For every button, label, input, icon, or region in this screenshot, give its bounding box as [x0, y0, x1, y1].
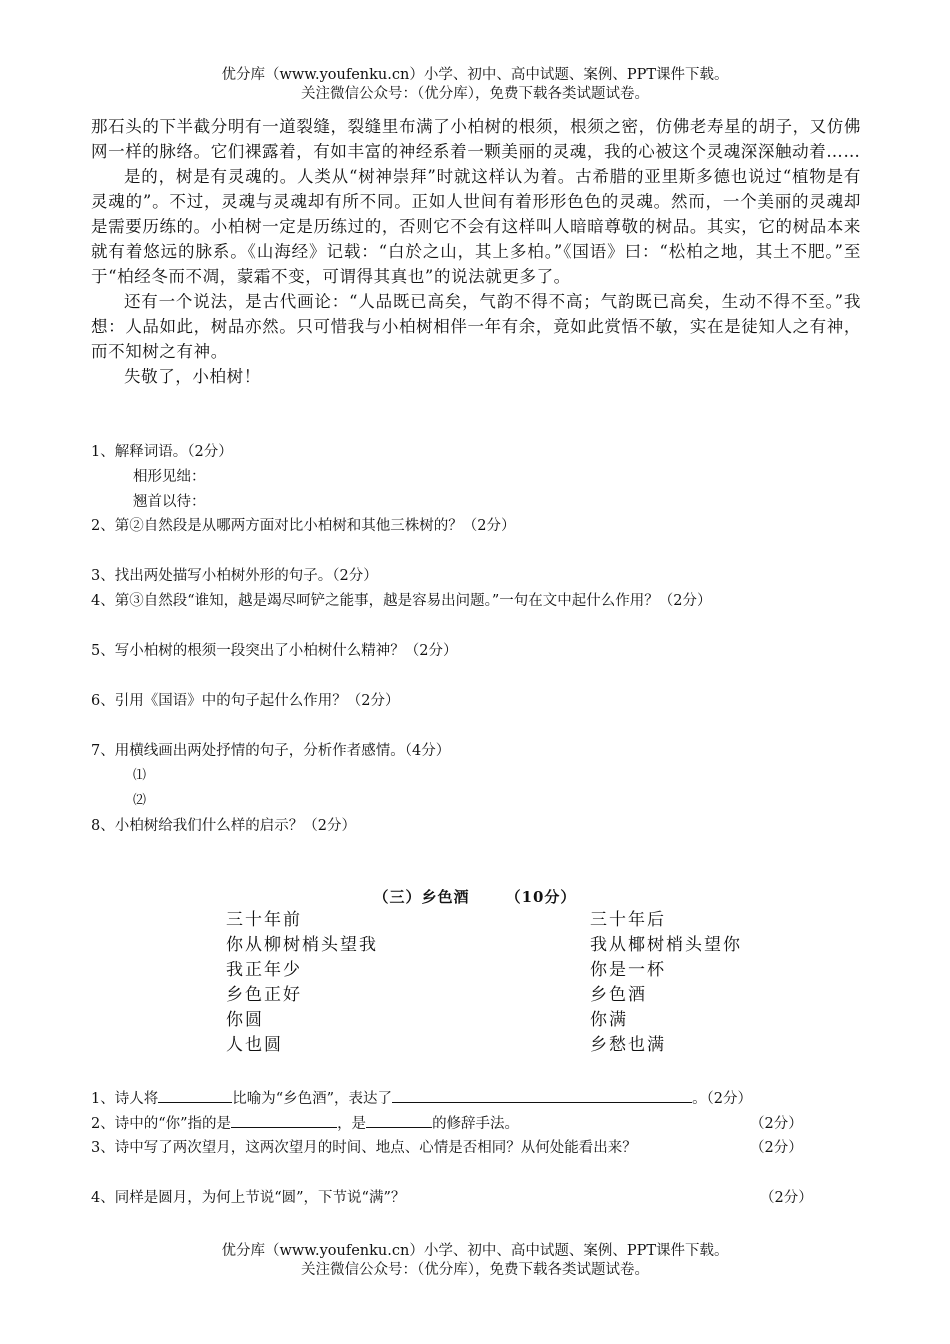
question-1: 1、解释词语。（2分） [91, 444, 233, 460]
poem-q2-part-b: ，是 [337, 1116, 367, 1132]
poem-line: 你圆 [226, 1010, 264, 1030]
page-header-top [0, 66, 950, 104]
question-5: 5、写小柏树的根须一段突出了小柏树什么精神？（2分） [91, 643, 458, 659]
answer-blank[interactable] [366, 1113, 432, 1128]
poem-line: 我从椰树梢头望你 [590, 935, 742, 955]
answer-blank[interactable] [231, 1113, 337, 1128]
reading-passage [91, 114, 861, 389]
poem-q1-part-a: 1、诗人将 [91, 1091, 159, 1107]
passage-paragraph-2: 是的，树是有灵魂的。人类从“树神崇拜”时就这样认为着。古希腊的亚里斯多德也说过“植物是有灵魂的”。不过，灵魂与灵魂却有所不同。正如人世间有着形形色色的灵魂。然而，一个美丽的灵魂却是需要历练的。小柏树一定是历练过的，否则它不会有这样叫人暗暗尊敬的树品。其实，它的树品本来就有着悠远的脉系。《山海经》记载：“白於之山，其上多柏。”《国语》曰：“松柏之地，其土不肥。”至于“柏经冬而不凋，蒙霜不变，可谓得其真也”的说法就更多了。 [91, 167, 861, 286]
answer-blank[interactable] [158, 1088, 232, 1103]
poem-line: 三十年前 [226, 910, 302, 930]
poem-question-2 [91, 1112, 519, 1133]
question-4: 4、第③自然段“谁知，越是竭尽呵铲之能事，越是容易出问题。”一句在文中起什么作用？（2分） [91, 593, 712, 609]
poem-line: 三十年后 [590, 910, 666, 930]
question-7-item-2: ⑵ [133, 793, 147, 808]
question-7-item-1: ⑴ [133, 768, 147, 783]
poem-q1-part-b: 比喻为“乡色酒”，表达了 [232, 1091, 393, 1107]
poem-line: 你从柳树梢头望我 [226, 935, 378, 955]
poem-q2-part-a: 2、诗中的“你”指的是 [91, 1116, 232, 1132]
question-7: 7、用横线画出两处抒情的句子，分析作者感情。（4分） [91, 743, 451, 759]
poem-line: 乡愁也满 [590, 1035, 666, 1055]
poem-question-1 [91, 1087, 752, 1108]
poem-line: 乡色酒 [590, 985, 647, 1005]
poem-question-3: 3、诗中写了两次望月，这两次望月的时间、地点、心情是否相同？从何处能看出来？ [91, 1140, 637, 1156]
poem-q1-part-c: 。（2分） [692, 1091, 753, 1107]
poem-q3-score: （2分） [750, 1140, 803, 1156]
poem-line: 乡色正好 [226, 985, 302, 1005]
answer-blank[interactable] [392, 1088, 692, 1103]
question-6: 6、引用《国语》中的句子起什么作用？（2分） [91, 693, 400, 709]
footer-line-1: 优分库（www.youfenku.cn）小学、初中、高中试题、案例、PPT课件下载。 [221, 1243, 729, 1259]
question-3: 3、找出两处描写小柏树外形的句子。（2分） [91, 568, 378, 584]
section-3-title [0, 886, 950, 907]
poem-question-4: 4、同样是圆月，为何上节说“圆”，下节说“满”？ [91, 1190, 406, 1206]
passage-paragraph-3: 还有一个说法，是古代画论：“人品既已高矣，气韵不得不高；气韵既已高矣，生动不得不至。”我想：人品如此，树品亦然。只可惜我与小柏树相伴一年有余，竟如此赏悟不敏，实在是徒知人之有神，而不知树之有神。 [91, 292, 861, 361]
poem-q2-score: （2分） [750, 1116, 803, 1132]
header-line-1: 优分库（www.youfenku.cn）小学、初中、高中试题、案例、PPT课件下载。 [221, 67, 729, 83]
poem-line: 你是一杯 [590, 960, 666, 980]
poem-line: 人也圆 [226, 1035, 283, 1055]
header-line-2: 关注微信公众号：（优分库），免费下载各类试题试卷。 [301, 86, 649, 102]
poem-q4-score: （2分） [760, 1190, 813, 1206]
question-8: 8、小柏树给我们什么样的启示？（2分） [91, 818, 356, 834]
poem-right-stanza [590, 908, 742, 1058]
passage-paragraph-4: 失敬了，小柏树！ [124, 367, 261, 386]
poem-line: 我正年少 [226, 960, 302, 980]
poem-q2-part-c: 的修辞手法。 [432, 1116, 520, 1132]
page-footer [0, 1242, 950, 1280]
poem-line: 你满 [590, 1010, 628, 1030]
poem-left-stanza [226, 908, 378, 1058]
question-1-term-a: 相形见绌： [133, 469, 206, 485]
section-3-title-text: （三）乡色酒 [373, 888, 470, 906]
question-1-term-b: 翘首以待： [133, 494, 206, 510]
question-2: 2、第②自然段是从哪两方面对比小柏树和其他三株树的？（2分） [91, 518, 516, 534]
footer-line-2: 关注微信公众号：（优分库），免费下载各类试题试卷。 [301, 1262, 649, 1278]
section-3-score: （10分） [505, 888, 577, 906]
passage-paragraph-1: 那石头的下半截分明有一道裂缝，裂缝里布满了小柏树的根须，根须之密，仿佛老寿星的胡子，又仿佛网一样的脉络。它们裸露着，有如丰富的神经系着一颗美丽的灵魂，我的心被这个灵魂深深触动着…… [91, 117, 861, 161]
